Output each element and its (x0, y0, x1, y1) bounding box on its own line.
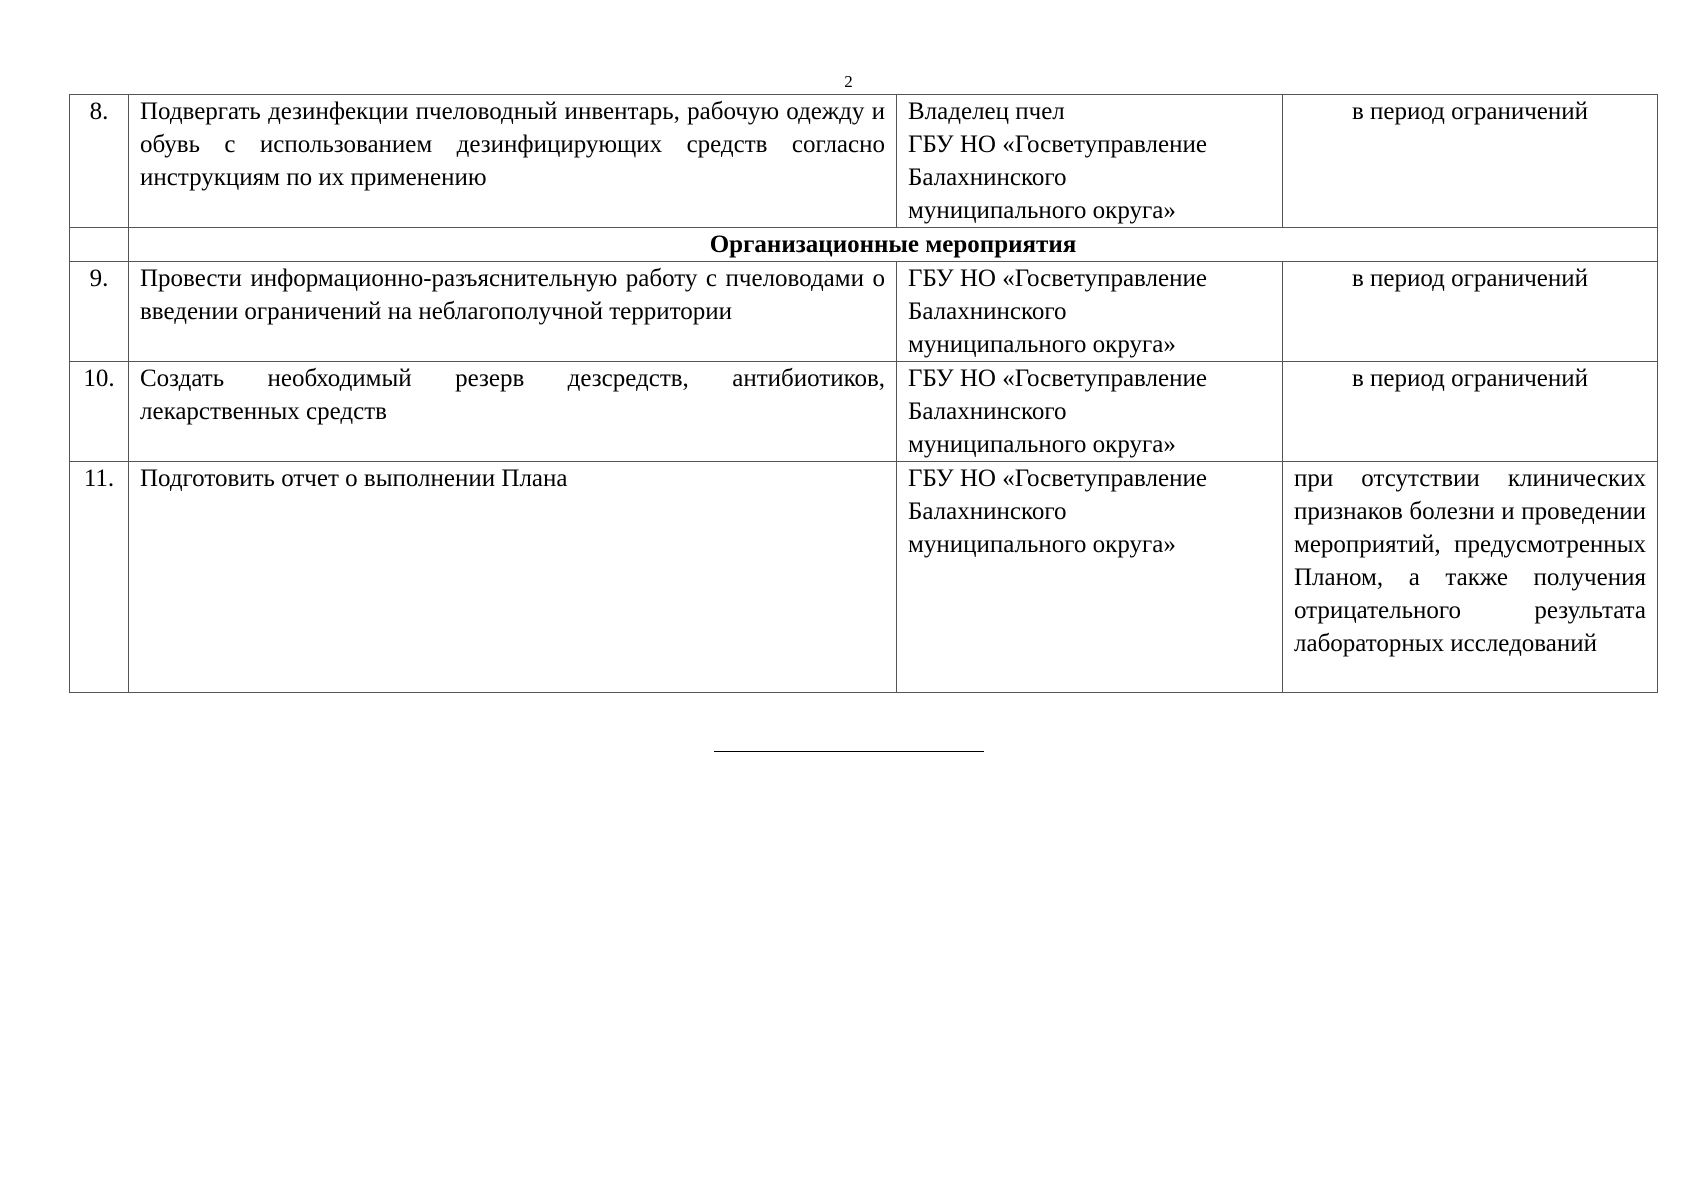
page-number: 2 (844, 72, 853, 91)
row-number: 11. (70, 462, 129, 693)
row-action: Подготовить отчет о выполнении Плана (129, 462, 897, 693)
plan-table (69, 94, 1658, 693)
row-number: 9. (70, 262, 129, 362)
responsible-line: муниципального округа» (908, 197, 1176, 224)
table-row (70, 95, 1658, 228)
row-term: при отсутствии клинических признаков болезни и проведении мероприятий, предусмотренных Планом, а также получения отрицательного результата лабораторных исследований (1283, 462, 1658, 693)
responsible-line: Владелец пчел (908, 98, 1065, 125)
table-row (70, 262, 1658, 362)
responsible-line: ГБУ НО «Госветуправление (908, 365, 1207, 392)
row-action: Создать необходимый резерв дезсредств, антибиотиков, лекарственных средств (129, 362, 897, 462)
row-action: Подвергать дезинфекции пчеловодный инвентарь, рабочую одежду и обувь с использованием дезинфицирующих средств согласно инструкциям по их применению (129, 95, 897, 228)
row-responsible (897, 362, 1283, 462)
section-title: Организационные мероприятия (129, 228, 1658, 262)
row-term: в период ограничений (1283, 262, 1658, 362)
section-row (70, 228, 1658, 262)
row-number: 10. (70, 362, 129, 462)
table-row (70, 462, 1658, 693)
responsible-line: ГБУ НО «Госветуправление (908, 131, 1207, 158)
row-responsible (897, 95, 1283, 228)
row-term: в период ограничений (1283, 95, 1658, 228)
responsible-line: муниципального округа» (908, 431, 1176, 458)
end-divider (714, 751, 984, 752)
row-responsible (897, 262, 1283, 362)
responsible-line: Балахнинского (908, 298, 1067, 325)
row-term: в период ограничений (1283, 362, 1658, 462)
responsible-line: Балахнинского (908, 164, 1067, 191)
row-number: 8. (70, 95, 129, 228)
responsible-line: муниципального округа» (908, 531, 1176, 558)
responsible-line: муниципального округа» (908, 331, 1176, 358)
responsible-line: Балахнинского (908, 498, 1067, 525)
section-number-cell (70, 228, 129, 262)
row-responsible (897, 462, 1283, 693)
table-row (70, 362, 1658, 462)
responsible-line: Балахнинского (908, 398, 1067, 425)
row-action: Провести информационно-разъяснительную работу с пчеловодами о введении ограничений на неблагополучной территории (129, 262, 897, 362)
responsible-line: ГБУ НО «Госветуправление (908, 465, 1207, 492)
responsible-line: ГБУ НО «Госветуправление (908, 265, 1207, 292)
